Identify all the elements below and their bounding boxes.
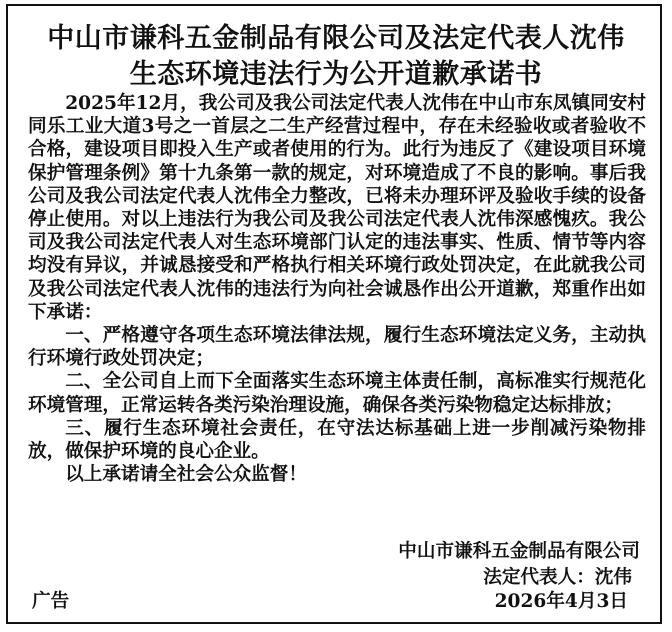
signature-company: 中山市谦科五金制品有限公司 bbox=[398, 541, 640, 562]
paragraph-statement: 2025年12月，我公司及我公司法定代表人沈伟在中山市东凤镇同安村同乐工业大道3号之一首层之二生产经营过程中，存在未经验收或者验收不合格，建设项目即投入生产或者使用的行为。此行为违反了《建设项目环境保护管理条例》第十九条第一款的规定，对环境造成了不良的影响。事后我公司及我公司法定代表人沈伟全力整改，已将未办理环评及验收手续的设备停止使用。对以上违法行为我公司及我公司法定代表人沈伟深感愧疚。我公司及我公司法定代表人对生态环境部门认定的违法事实、性质、情节等内容均没有异议，并诚恳接受和严格执行相关环境行政处罚决定，在此就我公司及我公司法定代表人沈伟的违法行为向社会诚恳作出公开道歉，郑重作出如下承诺： bbox=[28, 93, 646, 323]
paragraph-commitment-3: 三、履行生态环境社会责任，在守法达标基础上进一步削减污染物排放，做保护环境的良心企业。 bbox=[28, 417, 646, 463]
paragraph-commitment-2: 二、全公司自上而下全面落实生态环境主体责任制，高标准实行规范化环境管理，正常运转各类污染治理设施，确保各类污染物稳定达标排放； bbox=[28, 371, 646, 416]
signature-representative: 法定代表人：沈伟 bbox=[483, 567, 632, 588]
notice-body bbox=[28, 92, 646, 486]
paragraph-closing: 以上承诺请全社会公众监督！ bbox=[65, 464, 307, 486]
notice-title-line2: 生态环境违法行为公开道歉承诺书 bbox=[129, 59, 543, 90]
ad-label: 广告 bbox=[32, 591, 70, 612]
paragraph-commitment-1: 一、严格遵守各项生态环境法律法规，履行生态环境法定义务，主动执行环境行政处罚决定； bbox=[28, 325, 646, 370]
notice-title-line1: 中山市谦科五金制品有限公司及法定代表人沈伟 bbox=[47, 23, 625, 54]
signature-date: 2026年4月3日 bbox=[494, 591, 628, 612]
